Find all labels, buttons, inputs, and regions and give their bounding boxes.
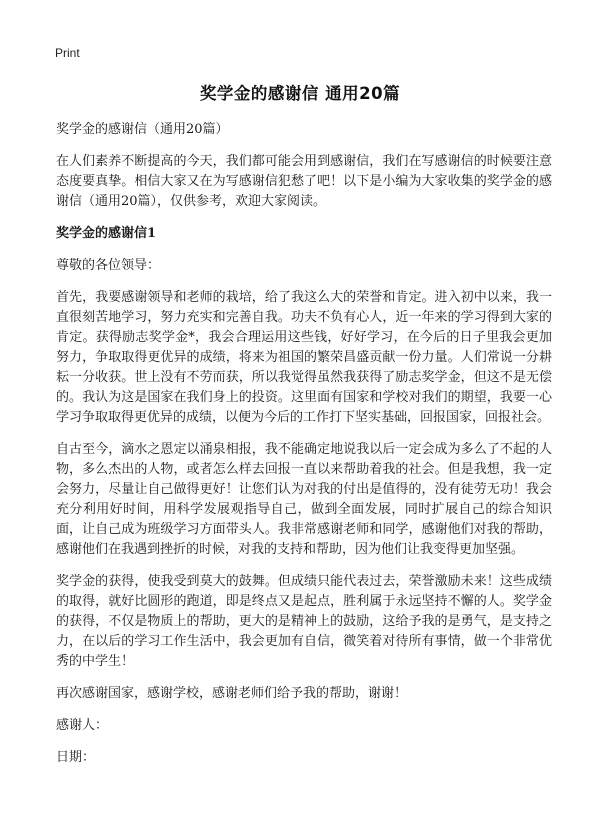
intro-paragraph: 在人们素养不断提高的今天，我们都可能会用到感谢信，我们在写感谢信的时候要注意态度要真挚。相信大家又在为写感谢信犯愁了吧！以下是小编为大家收集的奖学金的感谢信（通用20篇），仅供参考，欢迎大家阅读。 bbox=[56, 154, 552, 209]
thanks-paragraph: 再次感谢国家，感谢学校，感谢老师们给予我的帮助，谢谢！ bbox=[56, 686, 408, 701]
signature-line: 感谢人： bbox=[56, 718, 109, 733]
body-paragraph: 首先，我要感谢领导和老师的栽培，给了我这么大的荣誉和肯定。进入初中以来，我一直很刻苦地学习，努力充实和完善自我。功夫不负有心人，近一年来的学习得到大家的肯定。获得励志奖学金*，我会合理运用这些钱，好好学习，在今后的日子里我会更加努力，争取取得更优异的成绩，将来为祖国的繁荣昌盛贡献一份力量。人们常说一分耕耘一分收获。世上没有不劳而获，所以我觉得虽然我获得了励志奖学金，但这不是无偿的。我认为这是国家在我们身上的投资。这里面有国家和学校对我们的期望，我要一心学习争取取得更优异的成绩，以便为今后的工作打下坚实基础，回报国家，回报社会。 bbox=[56, 290, 552, 425]
document-body bbox=[56, 120, 552, 780]
greeting-line: 尊敬的各位领导： bbox=[56, 258, 161, 273]
page-title: 奖学金的感谢信 通用20篇 bbox=[199, 84, 401, 103]
document-subtitle: 奖学金的感谢信（通用20篇） bbox=[56, 122, 229, 137]
print-link[interactable]: Print bbox=[55, 46, 80, 60]
body-paragraph: 奖学金的获得，使我受到莫大的鼓舞。但成绩只能代表过去，荣誉激励未来！这些成绩的取得，就好比圆形的跑道，即是终点又是起点，胜利属于永远坚持不懈的人。奖学金的获得，不仅是物质上的帮助，更大的是精神上的鼓励，这给予我的是勇气，是支持之力，在以后的学习工作生活中，我会更加有自信，微笑着对待所有事情，做一个非常优秀的中学生！ bbox=[56, 574, 552, 669]
date-line: 日期： bbox=[56, 750, 96, 765]
body-paragraph: 自古至今，滴水之恩定以涌泉相报，我不能确定地说我以后一定会成为多么了不起的人物，多么杰出的人物，或者怎么样去回报一直以来帮助着我的社会。但是我想，我一定会努力，尽量让自己做得更好！让您们认为对我的付出是值得的，没有徒劳无功！我会充分利用好时间，用科学发展观指导自己，做到全面发展，同时扩展自己的综合知识面，让自己成为班级学习方面带头人。我非常感谢老师和同学，感谢他们对我的帮助，感谢他们在我遇到挫折的时候，对我的支持和帮助，因为他们让我变得更加坚强。 bbox=[56, 442, 552, 557]
section-heading: 奖学金的感谢信1 bbox=[56, 226, 157, 241]
